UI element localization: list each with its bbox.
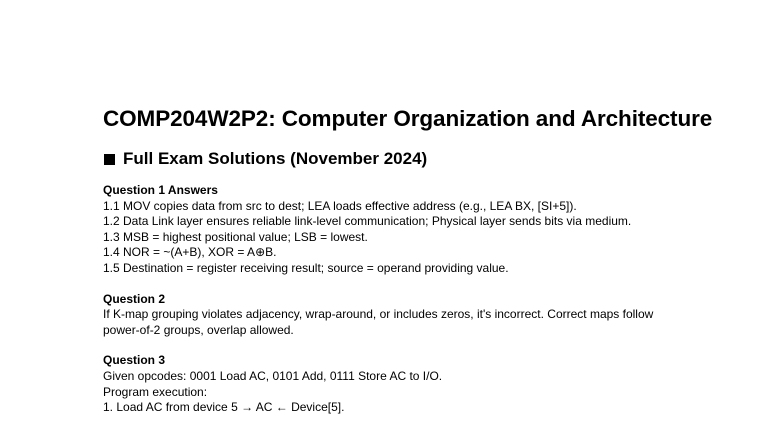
document-page <box>103 104 773 416</box>
section-heading <box>103 148 773 170</box>
question-title: Question 2 <box>103 291 166 306</box>
question-title: Question 1 Answers <box>103 183 218 197</box>
question-1 <box>103 183 773 277</box>
square-bullet-icon <box>104 154 115 165</box>
question-2 <box>103 292 773 339</box>
answer-line: 1.1 MOV copies data from src to dest; LEA loads effective address (e.g., LEA BX, [SI+5]). <box>103 198 577 213</box>
answer-line: 1.3 MSB = highest positional value; LSB = lowest. <box>103 229 368 244</box>
answer-line: 1.4 NOR = ~(A+B), XOR = A⊕B. <box>103 245 277 260</box>
answer-line: Program execution: <box>103 384 208 399</box>
answer-line: Given opcodes: 0001 Load AC, 0101 Add, 0111 Store AC to I/O. <box>103 368 443 383</box>
section-heading-text: Full Exam Solutions (November 2024) <box>123 149 428 168</box>
answer-line: 1.2 Data Link layer ensures reliable link-level communication; Physical layer sends bits via medium. <box>103 214 632 229</box>
question-3 <box>103 353 773 415</box>
answer-line: 1.5 Destination = register receiving result; source = operand providing value. <box>103 260 509 275</box>
question-title: Question 3 <box>103 353 166 368</box>
answer-paragraph: If K-map grouping violates adjacency, wrap-around, or includes zeros, it's incorrect. Correct maps follow power-of-2 groups, overlap allowed. <box>103 307 654 337</box>
answer-line: 1. Load AC from device 5 → AC ← Device[5]. <box>103 400 345 415</box>
document-title: COMP204W2P2: Computer Organization and Architecture <box>103 106 713 131</box>
